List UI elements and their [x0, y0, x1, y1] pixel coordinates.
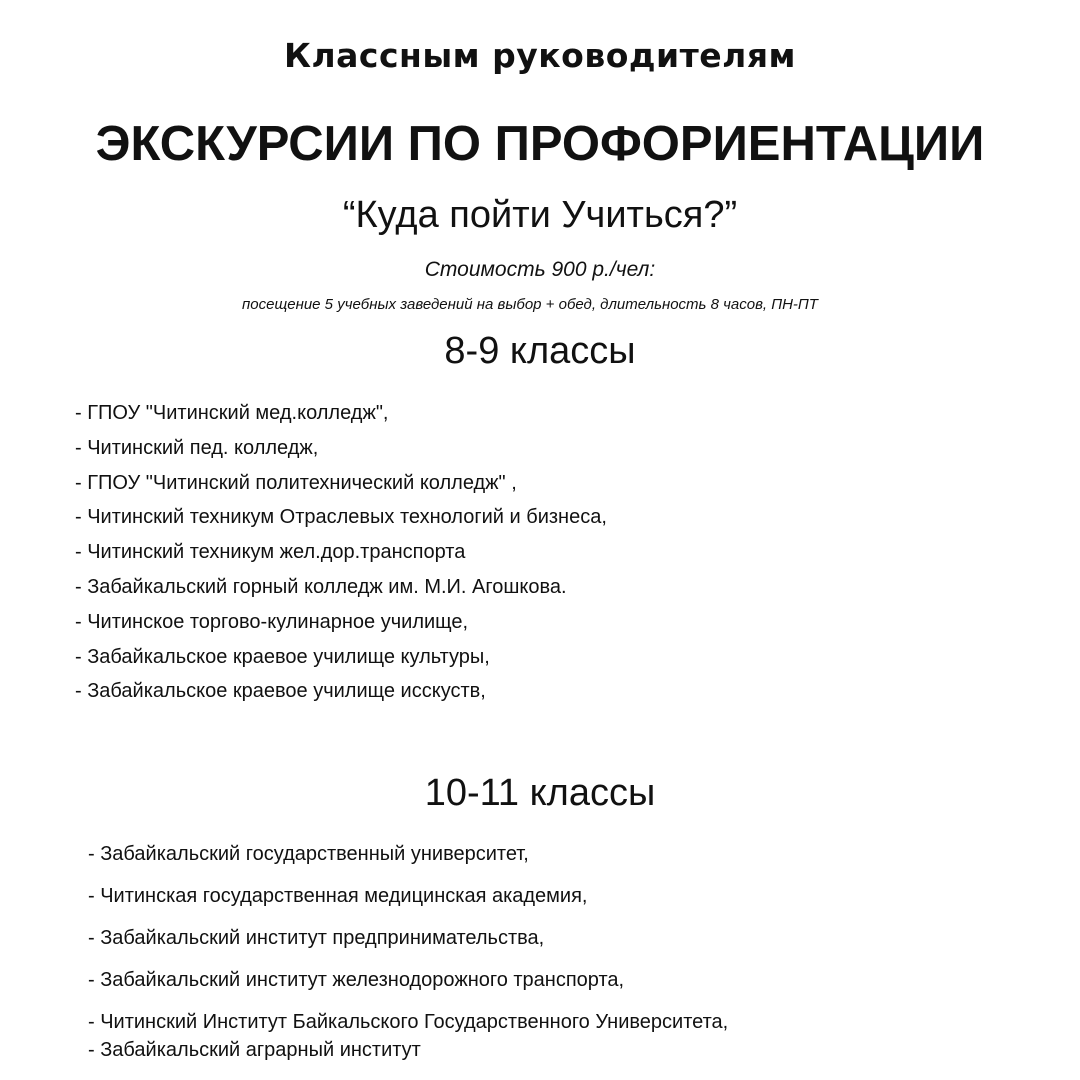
list-item: - Забайкальский аграрный институт — [88, 1039, 421, 1061]
price-line: Стоимость 900 р./чел: — [424, 258, 656, 281]
list-item: - Забайкальский институт предпринимательства, — [88, 927, 545, 949]
list-item: - ГПОУ "Читинский мед.колледж", — [75, 402, 389, 424]
list-item: - ГПОУ "Читинский политехнический колледж" , — [75, 471, 517, 494]
list-item: - Читинское торгово-кулинарное училище, — [75, 610, 469, 633]
section-heading-10-11: 10-11 классы — [424, 772, 656, 814]
institutions-list-10-11 — [88, 840, 728, 1064]
list-item: - Читинский пед. колледж, — [75, 436, 319, 459]
list-item: - Забайкальское краевое училище исскуств, — [75, 680, 486, 703]
list-item: - Читинский техникум Отраслевых технологий и бизнеса, — [75, 506, 607, 529]
list-item: - Читинская государственная медицинская академия, — [88, 885, 588, 907]
tour-details: посещение 5 учебных заведений на выбор + обед, длительность 8 часов, ПН-ПТ — [242, 296, 818, 313]
institutions-list-8-9 — [75, 396, 607, 709]
list-item: - Забайкальское краевое училище культуры, — [75, 645, 490, 668]
list-item: - Забайкальский горный колледж им. М.И. Агошкова. — [75, 575, 567, 598]
subtitle: “Куда пойти Учиться?” — [342, 194, 738, 236]
audience-heading: Классным руководителям — [283, 36, 796, 75]
list-item: - Читинский техникум жел.дор.транспорта — [75, 541, 466, 564]
list-item: - Забайкальский институт железнодорожного транспорта, — [88, 969, 625, 991]
page-title: ЭКСКУРСИИ ПО ПРОФОРИЕНТАЦИИ — [95, 117, 985, 171]
list-item: - Забайкальский государственный университет, — [88, 843, 529, 865]
section-heading-8-9: 8-9 классы — [444, 330, 636, 372]
list-item: - Читинский Институт Байкальского Государственного Университета, — [88, 1011, 729, 1033]
